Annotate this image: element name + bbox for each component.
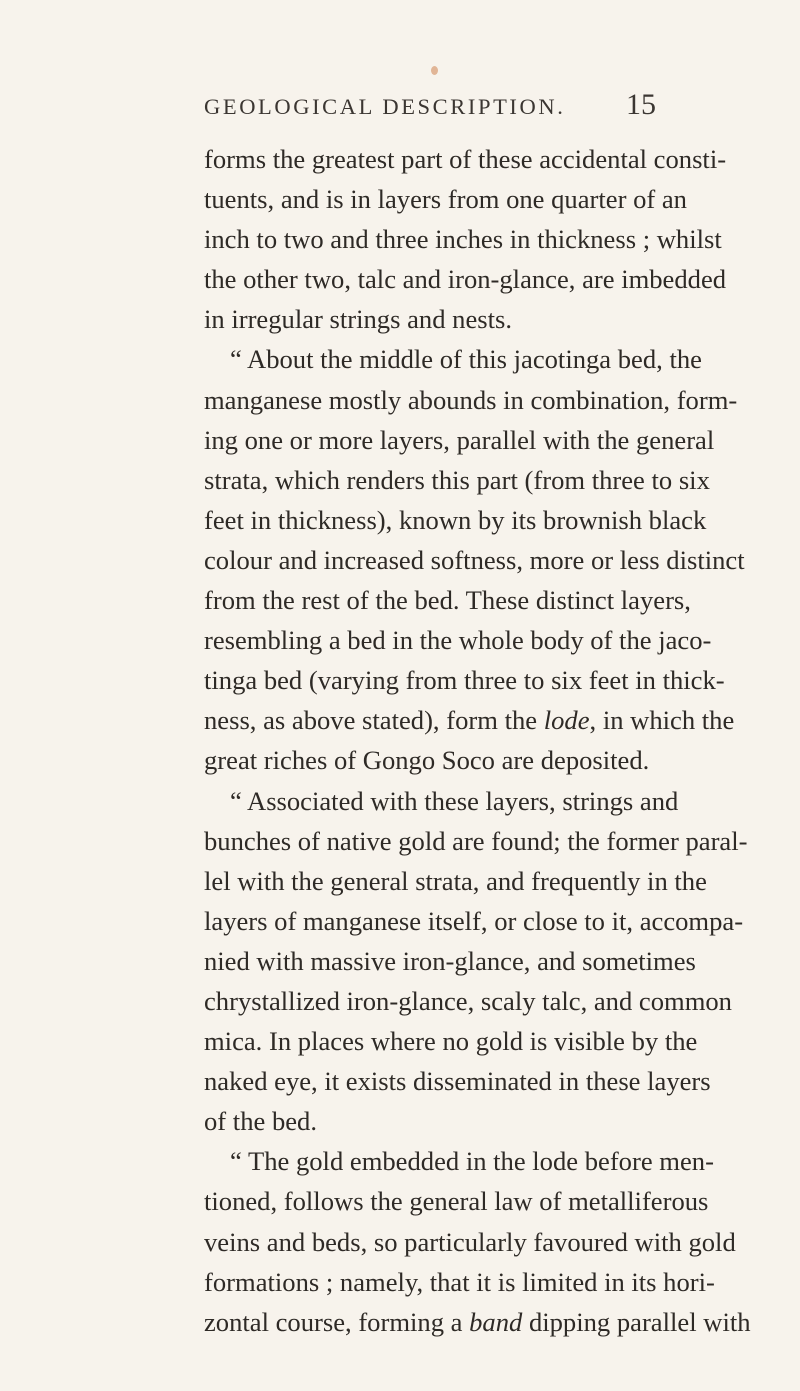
text-line: great riches of Gongo Soco are deposited. (204, 745, 650, 776)
body-text (204, 139, 751, 1342)
text-line: tioned, follows the general law of metalliferous (204, 1186, 709, 1217)
text-line: tinga bed (varying from three to six feet in thick- (204, 665, 725, 696)
page-header (204, 88, 656, 124)
text-line: naked eye, it exists disseminated in these layers (204, 1066, 711, 1097)
text-line: the other two, talc and iron-glance, are imbedded (204, 264, 727, 295)
text-line: forms the greatest part of these accidental consti- (204, 144, 727, 174)
text-line: “ About the middle of this jacotinga bed, the (230, 344, 702, 375)
text-line: mica. In places where no gold is visible by the (204, 1026, 698, 1057)
text-line: of the bed. (204, 1106, 317, 1137)
text-line: resembling a bed in the whole body of the jaco- (204, 625, 712, 656)
text-line: colour and increased softness, more or less distinct (204, 544, 745, 575)
text-line: from the rest of the bed. These distinct layers, (204, 585, 691, 616)
text-line: veins and beds, so particularly favoured with gold (204, 1226, 736, 1257)
text-line: bunches of native gold are found; the former paral- (204, 825, 748, 856)
text-line: lel with the general strata, and frequently in the (204, 865, 707, 896)
text-line: chrystallized iron-glance, scaly talc, and common (204, 985, 732, 1016)
text-line: manganese mostly abounds in combination, form- (204, 384, 738, 415)
text-line: in irregular strings and nests. (204, 304, 512, 335)
paper-stain (431, 66, 438, 75)
text-line: strata, which renders this part (from three to six (204, 464, 710, 495)
text-line (204, 1302, 751, 1342)
text-line: “ Associated with these layers, strings and (230, 785, 679, 816)
italic-band: band (469, 1306, 523, 1337)
text-fragment: ness, as above stated), form the (204, 705, 544, 736)
italic-lode: lode (543, 705, 590, 736)
running-head: GEOLOGICAL DESCRIPTION. (204, 94, 566, 119)
text-line: layers of manganese itself, or close to it, accompa- (204, 905, 744, 936)
text-line: formations ; namely, that it is limited in its hori- (204, 1266, 715, 1297)
text-fragment: dipping parallel with (522, 1306, 751, 1337)
text-line: ing one or more layers, parallel with the general (204, 424, 715, 455)
page-number: 15 (626, 88, 656, 121)
text-fragment: , in which the (589, 705, 735, 736)
text-line: inch to two and three inches in thickness ; whilst (204, 224, 722, 255)
text-line (204, 700, 735, 740)
text-line: “ The gold embedded in the lode before men- (230, 1146, 714, 1177)
text-line: nied with massive iron-glance, and sometimes (204, 945, 696, 976)
text-fragment: zontal course, forming a (204, 1306, 470, 1337)
text-line: tuents, and is in layers from one quarter of an (204, 184, 687, 215)
text-line: feet in thickness), known by its brownish black (204, 504, 707, 535)
